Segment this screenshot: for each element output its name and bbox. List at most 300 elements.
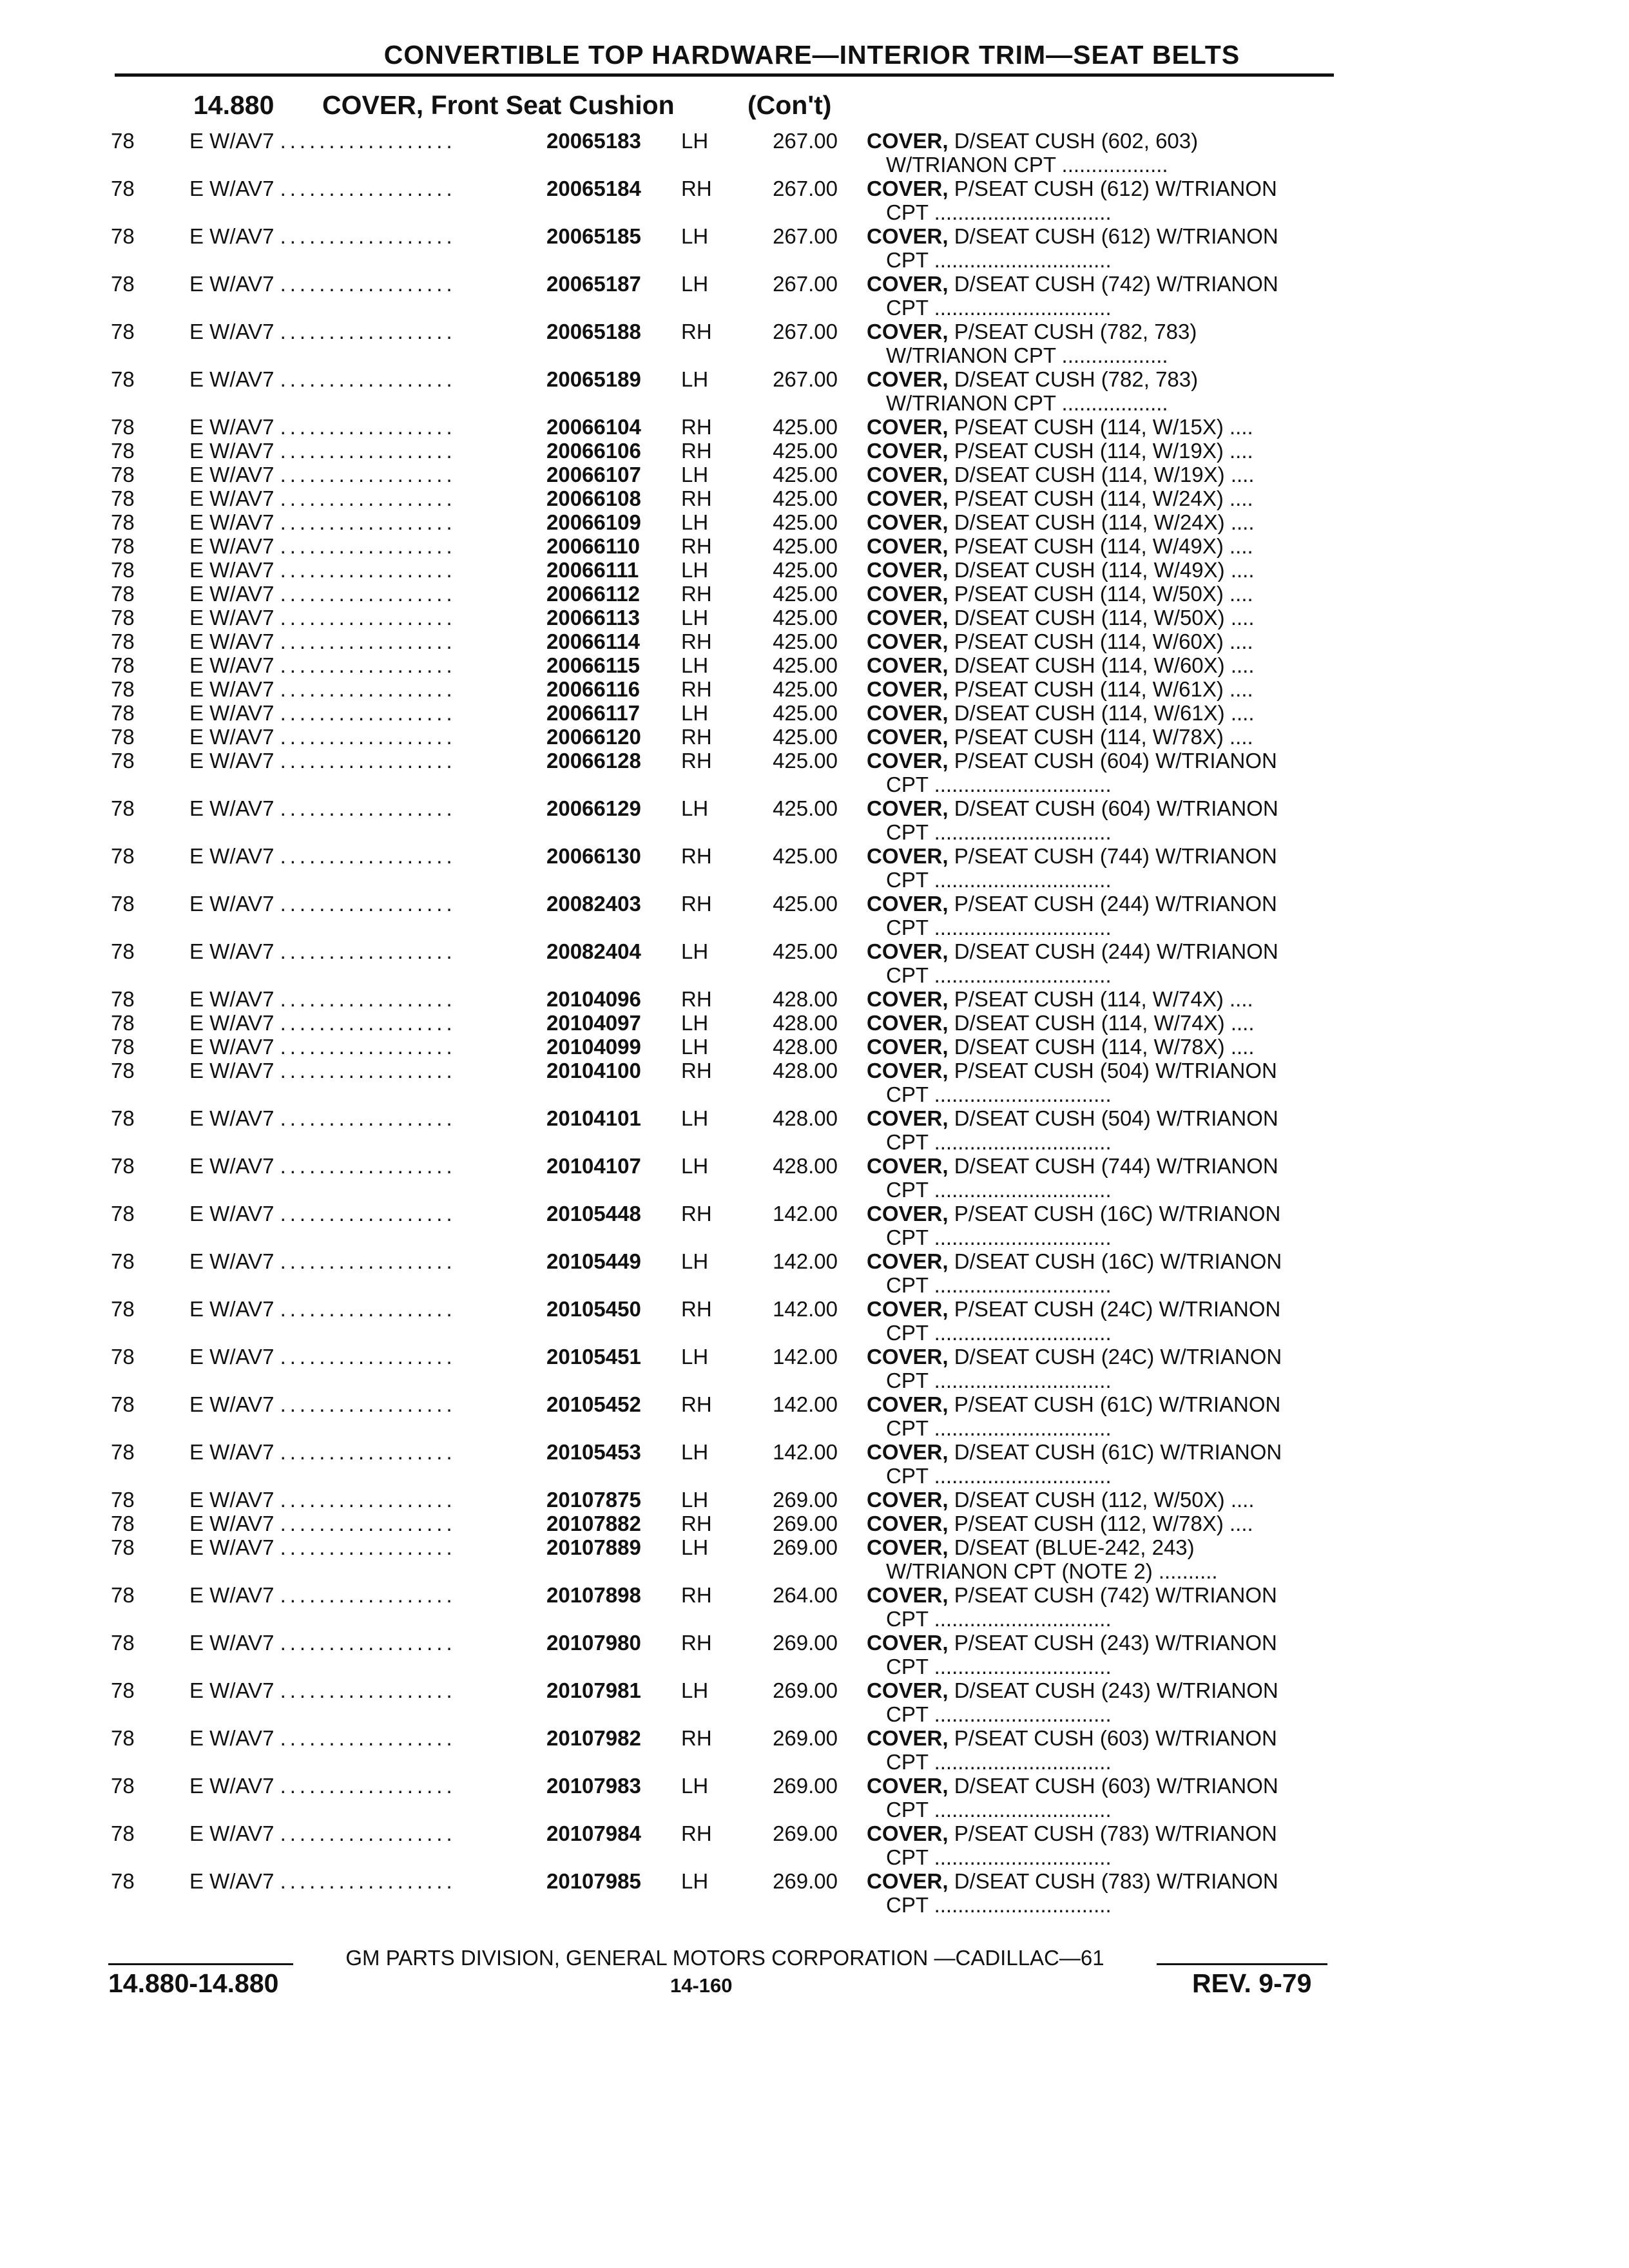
part-label-line: W/TRIANON CPT .................. bbox=[886, 343, 1168, 367]
side: RH bbox=[681, 725, 712, 749]
side: LH bbox=[681, 463, 709, 486]
side: LH bbox=[681, 653, 709, 677]
model-year: 78 bbox=[111, 1106, 135, 1130]
usage-text: E W/AV7 bbox=[189, 1678, 275, 1702]
side: LH bbox=[681, 1106, 709, 1130]
price: 269.00 bbox=[773, 1726, 838, 1750]
usage-text: E W/AV7 bbox=[189, 844, 275, 868]
model-year: 78 bbox=[111, 749, 135, 773]
part-number: 20104097 bbox=[546, 1011, 641, 1035]
part-label-line bbox=[867, 463, 1340, 486]
price: 269.00 bbox=[773, 1488, 838, 1512]
usage-text: E W/AV7 bbox=[189, 1202, 275, 1225]
part-label-keyword: COVER, bbox=[867, 1059, 949, 1082]
part-label-line bbox=[867, 486, 1340, 510]
usage-description bbox=[189, 677, 550, 702]
leader-dots: .................. bbox=[280, 463, 456, 486]
part-number: 20105453 bbox=[546, 1440, 641, 1464]
part-label-line bbox=[867, 677, 1340, 701]
part-label-line bbox=[867, 1440, 1340, 1464]
usage-text: E W/AV7 bbox=[189, 1392, 275, 1416]
usage-description bbox=[189, 1154, 550, 1178]
leader-dots: .................. bbox=[280, 224, 456, 248]
side: LH bbox=[681, 272, 709, 296]
usage-description bbox=[189, 439, 550, 463]
page-title: CONVERTIBLE TOP HARDWARE—INTERIOR TRIM—SEAT BELTS bbox=[383, 40, 1240, 70]
model-year: 78 bbox=[111, 1488, 135, 1512]
part-label-keyword: COVER, bbox=[867, 1774, 949, 1798]
part-number: 20107982 bbox=[546, 1726, 641, 1750]
usage-text: E W/AV7 bbox=[189, 987, 275, 1011]
leader-dots: .................. bbox=[280, 1535, 456, 1559]
part-label bbox=[867, 1059, 1340, 1106]
part-label-line bbox=[867, 1488, 1340, 1512]
part-label-text: P/SEAT CUSH (114, W/15X) .... bbox=[954, 415, 1253, 439]
part-label-text: D/SEAT CUSH (114, W/60X) .... bbox=[954, 653, 1255, 677]
side: LH bbox=[681, 1345, 709, 1369]
part-label-keyword: COVER, bbox=[867, 1297, 949, 1321]
part-label-keyword: COVER, bbox=[867, 1821, 949, 1845]
part-number: 20107985 bbox=[546, 1869, 641, 1893]
price: 425.00 bbox=[773, 439, 838, 463]
usage-text: E W/AV7 bbox=[189, 367, 275, 391]
leader-dots: .................. bbox=[280, 892, 456, 916]
part-number: 20065189 bbox=[546, 367, 641, 391]
part-label-keyword: COVER, bbox=[867, 534, 949, 558]
part-label-keyword: COVER, bbox=[867, 272, 949, 296]
part-label-keyword: COVER, bbox=[867, 1392, 949, 1416]
part-label-keyword: COVER, bbox=[867, 558, 949, 582]
part-label-line bbox=[867, 1297, 1340, 1321]
usage-text: E W/AV7 bbox=[189, 1821, 275, 1845]
part-label-text: D/SEAT CUSH (112, W/50X) .... bbox=[954, 1488, 1255, 1512]
part-label-line: W/TRIANON CPT .................. bbox=[886, 391, 1168, 415]
section-continued: (Con't) bbox=[747, 90, 832, 120]
part-label-text: D/SEAT CUSH (742) W/TRIANON bbox=[954, 272, 1278, 296]
part-number: 20066114 bbox=[546, 629, 641, 653]
usage-text: E W/AV7 bbox=[189, 1726, 275, 1750]
part-label bbox=[867, 1106, 1340, 1154]
usage-text: E W/AV7 bbox=[189, 129, 275, 153]
usage-text: E W/AV7 bbox=[189, 510, 275, 534]
part-number: 20107898 bbox=[546, 1583, 641, 1607]
part-label-text: P/SEAT CUSH (612) W/TRIANON bbox=[954, 177, 1277, 200]
side: RH bbox=[681, 320, 712, 343]
part-label-keyword: COVER, bbox=[867, 1583, 949, 1607]
part-label-line bbox=[867, 701, 1340, 725]
usage-text: E W/AV7 bbox=[189, 1249, 275, 1273]
price: 142.00 bbox=[773, 1297, 838, 1321]
part-label-text: D/SEAT CUSH (783) W/TRIANON bbox=[954, 1869, 1278, 1893]
part-number: 20105448 bbox=[546, 1202, 641, 1225]
side: RH bbox=[681, 844, 712, 868]
part-label-text: D/SEAT CUSH (61C) W/TRIANON bbox=[954, 1440, 1282, 1464]
part-label-line: CPT .............................. bbox=[886, 1798, 1112, 1821]
leader-dots: .................. bbox=[280, 606, 456, 629]
part-label-line bbox=[867, 415, 1340, 439]
usage-description bbox=[189, 582, 550, 606]
side: RH bbox=[681, 1583, 712, 1607]
price: 267.00 bbox=[773, 272, 838, 296]
side: LH bbox=[681, 1869, 709, 1893]
usage-text: E W/AV7 bbox=[189, 1535, 275, 1559]
price: 425.00 bbox=[773, 892, 838, 916]
part-label-keyword: COVER, bbox=[867, 653, 949, 677]
usage-text: E W/AV7 bbox=[189, 701, 275, 725]
usage-text: E W/AV7 bbox=[189, 892, 275, 916]
usage-description bbox=[189, 1202, 550, 1226]
part-label bbox=[867, 725, 1340, 749]
part-label-text: D/SEAT CUSH (24C) W/TRIANON bbox=[954, 1345, 1282, 1369]
part-number: 20104096 bbox=[546, 987, 641, 1011]
part-label-line bbox=[867, 844, 1340, 868]
leader-dots: .................. bbox=[280, 367, 456, 391]
model-year: 78 bbox=[111, 439, 135, 463]
part-number: 20066109 bbox=[546, 510, 641, 534]
part-number: 20107981 bbox=[546, 1678, 641, 1702]
part-label bbox=[867, 415, 1340, 439]
part-label bbox=[867, 224, 1340, 272]
part-number: 20065188 bbox=[546, 320, 641, 343]
usage-text: E W/AV7 bbox=[189, 1583, 275, 1607]
part-number: 20066111 bbox=[546, 558, 639, 582]
part-label-keyword: COVER, bbox=[867, 129, 949, 153]
price: 142.00 bbox=[773, 1345, 838, 1369]
model-year: 78 bbox=[111, 558, 135, 582]
side: LH bbox=[681, 367, 709, 391]
part-number: 20107983 bbox=[546, 1774, 641, 1798]
leader-dots: .................. bbox=[280, 558, 456, 582]
side: LH bbox=[681, 939, 709, 963]
usage-description bbox=[189, 796, 550, 821]
leader-dots: .................. bbox=[280, 1583, 456, 1607]
model-year: 78 bbox=[111, 1249, 135, 1273]
part-label-line: CPT .............................. bbox=[886, 1655, 1112, 1678]
price: 269.00 bbox=[773, 1631, 838, 1655]
part-label-keyword: COVER, bbox=[867, 1035, 949, 1059]
price: 142.00 bbox=[773, 1440, 838, 1464]
part-label bbox=[867, 1035, 1340, 1059]
part-label-text: D/SEAT CUSH (612) W/TRIANON bbox=[954, 224, 1278, 248]
part-label-line bbox=[867, 749, 1340, 773]
leader-dots: .................. bbox=[280, 1249, 456, 1273]
part-label-keyword: COVER, bbox=[867, 320, 949, 343]
model-year: 78 bbox=[111, 367, 135, 391]
usage-description bbox=[189, 486, 550, 511]
part-label-keyword: COVER, bbox=[867, 1345, 949, 1369]
part-number: 20107875 bbox=[546, 1488, 641, 1512]
part-label bbox=[867, 1202, 1340, 1249]
usage-text: E W/AV7 bbox=[189, 1154, 275, 1178]
usage-description bbox=[189, 1249, 550, 1274]
part-number: 20066115 bbox=[546, 653, 641, 677]
part-label bbox=[867, 1583, 1340, 1631]
part-label-line bbox=[867, 606, 1340, 629]
part-label-line bbox=[867, 224, 1340, 248]
side: RH bbox=[681, 1392, 712, 1416]
part-label bbox=[867, 177, 1340, 224]
usage-text: E W/AV7 bbox=[189, 629, 275, 653]
price: 425.00 bbox=[773, 558, 838, 582]
part-label-keyword: COVER, bbox=[867, 892, 949, 916]
part-label-text: D/SEAT CUSH (243) W/TRIANON bbox=[954, 1678, 1278, 1702]
usage-description bbox=[189, 987, 550, 1012]
usage-text: E W/AV7 bbox=[189, 272, 275, 296]
model-year: 78 bbox=[111, 1535, 135, 1559]
part-label-line bbox=[867, 1392, 1340, 1416]
part-label-keyword: COVER, bbox=[867, 1011, 949, 1035]
price: 428.00 bbox=[773, 1106, 838, 1130]
usage-description bbox=[189, 1726, 550, 1751]
price: 142.00 bbox=[773, 1249, 838, 1273]
usage-text: E W/AV7 bbox=[189, 582, 275, 606]
price: 142.00 bbox=[773, 1202, 838, 1225]
part-label-line bbox=[867, 1154, 1340, 1178]
part-label-text: D/SEAT CUSH (114, W/19X) .... bbox=[954, 463, 1255, 486]
side: RH bbox=[681, 892, 712, 916]
model-year: 78 bbox=[111, 1440, 135, 1464]
model-year: 78 bbox=[111, 987, 135, 1011]
part-label-line: CPT .............................. bbox=[886, 1607, 1112, 1631]
price: 425.00 bbox=[773, 796, 838, 820]
part-label-text: P/SEAT CUSH (244) W/TRIANON bbox=[954, 892, 1277, 916]
leader-dots: .................. bbox=[280, 844, 456, 868]
part-label-text: P/SEAT CUSH (243) W/TRIANON bbox=[954, 1631, 1277, 1655]
usage-description bbox=[189, 892, 550, 916]
footer-revision: REV. 9-79 bbox=[1192, 1968, 1312, 1998]
part-number: 20066112 bbox=[546, 582, 641, 606]
model-year: 78 bbox=[111, 1035, 135, 1059]
side: RH bbox=[681, 534, 712, 558]
part-label-line bbox=[867, 177, 1340, 200]
part-number: 20065184 bbox=[546, 177, 641, 200]
leader-dots: .................. bbox=[280, 629, 456, 653]
part-label-text: D/SEAT CUSH (114, W/61X) .... bbox=[954, 701, 1255, 725]
usage-text: E W/AV7 bbox=[189, 653, 275, 677]
part-label bbox=[867, 534, 1340, 558]
model-year: 78 bbox=[111, 534, 135, 558]
part-label-keyword: COVER, bbox=[867, 1512, 949, 1535]
leader-dots: .................. bbox=[280, 582, 456, 606]
usage-description bbox=[189, 1774, 550, 1798]
part-number: 20065187 bbox=[546, 272, 641, 296]
model-year: 78 bbox=[111, 701, 135, 725]
part-label-text: D/SEAT CUSH (114, W/74X) .... bbox=[954, 1011, 1255, 1035]
part-label-keyword: COVER, bbox=[867, 987, 949, 1011]
part-label-line bbox=[867, 987, 1340, 1011]
model-year: 78 bbox=[111, 320, 135, 343]
model-year: 78 bbox=[111, 463, 135, 486]
part-label bbox=[867, 1011, 1340, 1035]
part-label-text: P/SEAT CUSH (114, W/60X) .... bbox=[954, 629, 1253, 653]
part-label-keyword: COVER, bbox=[867, 844, 949, 868]
part-label bbox=[867, 463, 1340, 486]
part-number: 20066128 bbox=[546, 749, 641, 773]
usage-description bbox=[189, 1440, 550, 1465]
model-year: 78 bbox=[111, 677, 135, 701]
part-number: 20107889 bbox=[546, 1535, 641, 1559]
usage-description bbox=[189, 558, 550, 582]
leader-dots: .................. bbox=[280, 1488, 456, 1512]
part-label bbox=[867, 1392, 1340, 1440]
model-year: 78 bbox=[111, 606, 135, 629]
part-label bbox=[867, 1249, 1340, 1297]
part-label-line bbox=[867, 367, 1340, 391]
part-label-line bbox=[867, 272, 1340, 296]
part-label-keyword: COVER, bbox=[867, 749, 949, 773]
part-label-line bbox=[867, 1059, 1340, 1082]
leader-dots: .................. bbox=[280, 677, 456, 701]
usage-description bbox=[189, 129, 550, 153]
part-number: 20082403 bbox=[546, 892, 641, 916]
model-year: 78 bbox=[111, 129, 135, 153]
part-label-line: CPT .............................. bbox=[886, 868, 1112, 892]
part-label bbox=[867, 844, 1340, 892]
part-label bbox=[867, 272, 1340, 320]
usage-text: E W/AV7 bbox=[189, 1011, 275, 1035]
part-label bbox=[867, 701, 1340, 725]
part-number: 20104100 bbox=[546, 1059, 641, 1082]
part-label-text: P/SEAT CUSH (742) W/TRIANON bbox=[954, 1583, 1277, 1607]
usage-text: E W/AV7 bbox=[189, 1512, 275, 1535]
part-label-line bbox=[867, 1726, 1340, 1750]
leader-dots: .................. bbox=[280, 510, 456, 534]
model-year: 78 bbox=[111, 1392, 135, 1416]
part-label-line bbox=[867, 1106, 1340, 1130]
leader-dots: .................. bbox=[280, 1678, 456, 1702]
side: LH bbox=[681, 1011, 709, 1035]
leader-dots: .................. bbox=[280, 1869, 456, 1893]
part-label bbox=[867, 1821, 1340, 1869]
model-year: 78 bbox=[111, 1154, 135, 1178]
usage-description bbox=[189, 1106, 550, 1131]
leader-dots: .................. bbox=[280, 1345, 456, 1369]
side: RH bbox=[681, 1631, 712, 1655]
model-year: 78 bbox=[111, 1774, 135, 1798]
leader-dots: .................. bbox=[280, 1059, 456, 1082]
price: 428.00 bbox=[773, 1059, 838, 1082]
usage-description bbox=[189, 1059, 550, 1083]
leader-dots: .................. bbox=[280, 320, 456, 343]
part-label-text: D/SEAT CUSH (744) W/TRIANON bbox=[954, 1154, 1278, 1178]
model-year: 78 bbox=[111, 1583, 135, 1607]
part-label-text: D/SEAT CUSH (604) W/TRIANON bbox=[954, 796, 1278, 820]
part-label-text: P/SEAT CUSH (114, W/19X) .... bbox=[954, 439, 1253, 463]
part-number: 20107984 bbox=[546, 1821, 641, 1845]
leader-dots: .................. bbox=[280, 1202, 456, 1225]
part-label bbox=[867, 1512, 1340, 1535]
part-label-keyword: COVER, bbox=[867, 582, 949, 606]
part-label bbox=[867, 558, 1340, 582]
usage-description bbox=[189, 701, 550, 726]
model-year: 78 bbox=[111, 1202, 135, 1225]
part-label-keyword: COVER, bbox=[867, 1678, 949, 1702]
part-label-line bbox=[867, 939, 1340, 963]
usage-text: E W/AV7 bbox=[189, 463, 275, 486]
part-label-line: CPT .............................. bbox=[886, 1893, 1112, 1917]
part-number: 20066117 bbox=[546, 701, 641, 725]
usage-text: E W/AV7 bbox=[189, 1345, 275, 1369]
part-number: 20066110 bbox=[546, 534, 641, 558]
leader-dots: .................. bbox=[280, 701, 456, 725]
part-label-text: D/SEAT CUSH (244) W/TRIANON bbox=[954, 939, 1278, 963]
part-label-line bbox=[867, 892, 1340, 916]
part-number: 20105450 bbox=[546, 1297, 641, 1321]
part-label-keyword: COVER, bbox=[867, 1202, 949, 1225]
usage-text: E W/AV7 bbox=[189, 1059, 275, 1082]
part-label-line: CPT .............................. bbox=[886, 200, 1112, 224]
usage-text: E W/AV7 bbox=[189, 1631, 275, 1655]
leader-dots: .................. bbox=[280, 534, 456, 558]
part-label-line: CPT .............................. bbox=[886, 1702, 1112, 1726]
part-label-keyword: COVER, bbox=[867, 177, 949, 200]
part-number: 20066106 bbox=[546, 439, 641, 463]
model-year: 78 bbox=[111, 415, 135, 439]
footer-publisher: GM PARTS DIVISION, GENERAL MOTORS CORPORATION —CADILLAC—61 bbox=[345, 1946, 1104, 1970]
side: RH bbox=[681, 1059, 712, 1082]
usage-description bbox=[189, 177, 550, 201]
part-label-line: CPT .............................. bbox=[886, 1178, 1112, 1202]
price: 425.00 bbox=[773, 844, 838, 868]
section-number: 14.880 bbox=[193, 90, 275, 120]
part-number: 20105449 bbox=[546, 1249, 641, 1273]
part-label-text: D/SEAT CUSH (603) W/TRIANON bbox=[954, 1774, 1278, 1798]
part-label-line bbox=[867, 653, 1340, 677]
part-label-line: CPT .............................. bbox=[886, 916, 1112, 939]
leader-dots: .................. bbox=[280, 415, 456, 439]
price: 264.00 bbox=[773, 1583, 838, 1607]
part-label-text: P/SEAT CUSH (16C) W/TRIANON bbox=[954, 1202, 1281, 1225]
part-number: 20066130 bbox=[546, 844, 641, 868]
usage-description bbox=[189, 510, 550, 535]
part-label bbox=[867, 677, 1340, 701]
price: 425.00 bbox=[773, 701, 838, 725]
part-label-keyword: COVER, bbox=[867, 677, 949, 701]
side: LH bbox=[681, 510, 709, 534]
usage-text: E W/AV7 bbox=[189, 1297, 275, 1321]
part-number: 20107980 bbox=[546, 1631, 641, 1655]
part-label bbox=[867, 796, 1340, 844]
usage-description bbox=[189, 629, 550, 654]
part-label-text: P/SEAT CUSH (114, W/74X) .... bbox=[954, 987, 1253, 1011]
model-year: 78 bbox=[111, 510, 135, 534]
usage-text: E W/AV7 bbox=[189, 606, 275, 629]
price: 425.00 bbox=[773, 653, 838, 677]
price: 425.00 bbox=[773, 749, 838, 773]
side: RH bbox=[681, 177, 712, 200]
part-label-text: D/SEAT CUSH (114, W/78X) .... bbox=[954, 1035, 1255, 1059]
part-label bbox=[867, 1631, 1340, 1678]
part-label-line: CPT .............................. bbox=[886, 1464, 1112, 1488]
usage-description bbox=[189, 415, 550, 439]
footer-page-number: 14-160 bbox=[670, 1974, 733, 1997]
usage-text: E W/AV7 bbox=[189, 939, 275, 963]
part-label-line bbox=[867, 1678, 1340, 1702]
part-label-line: CPT .............................. bbox=[886, 1416, 1112, 1440]
part-label bbox=[867, 1345, 1340, 1392]
part-label-line bbox=[867, 1631, 1340, 1655]
part-label-keyword: COVER, bbox=[867, 701, 949, 725]
side: LH bbox=[681, 129, 709, 153]
part-number: 20104101 bbox=[546, 1106, 641, 1130]
price: 428.00 bbox=[773, 1154, 838, 1178]
part-label-line: CPT .............................. bbox=[886, 773, 1112, 796]
side: LH bbox=[681, 1678, 709, 1702]
part-label bbox=[867, 510, 1340, 534]
part-label-keyword: COVER, bbox=[867, 606, 949, 629]
model-year: 78 bbox=[111, 177, 135, 200]
section-title: COVER, Front Seat Cushion bbox=[322, 90, 675, 120]
